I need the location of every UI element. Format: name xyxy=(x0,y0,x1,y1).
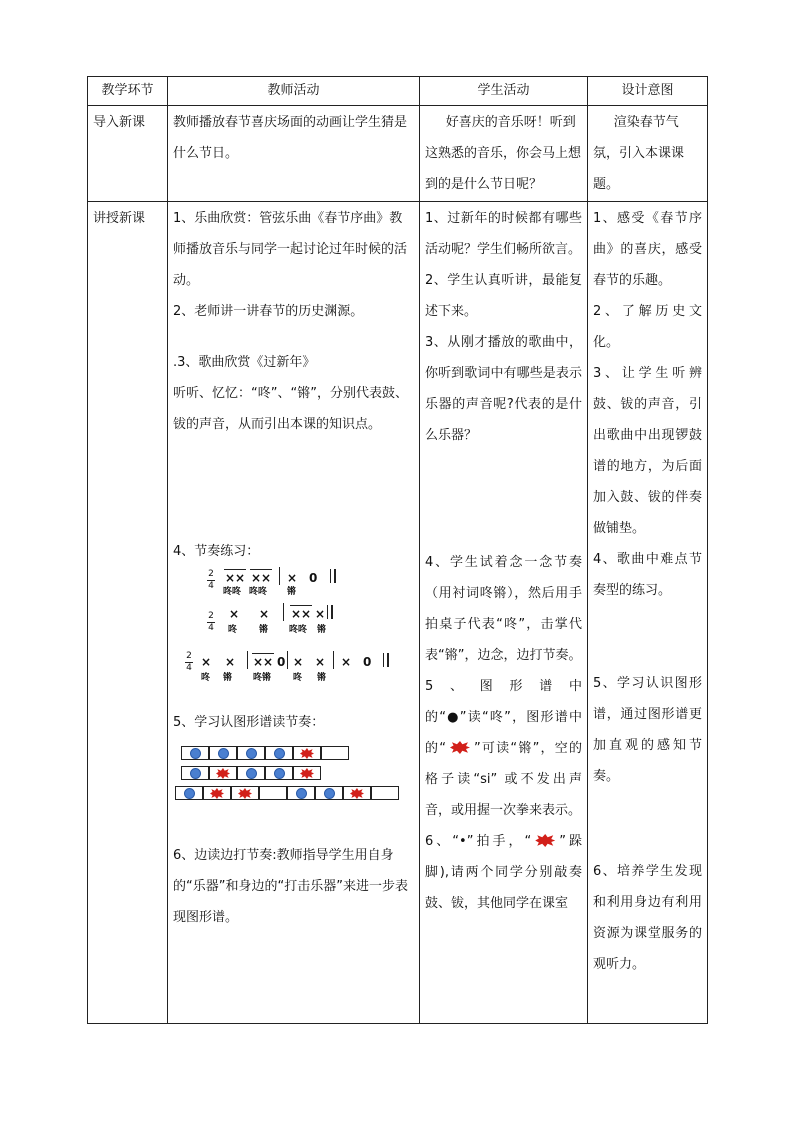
drum-dot-icon xyxy=(246,748,257,759)
stage-cell: 导入新课 xyxy=(88,106,168,202)
student-step-6-b: ”跺脚),请两个同学分别敲奏鼓、钹，其他同学在课室 xyxy=(425,834,582,911)
beam xyxy=(252,653,274,654)
note-x: × xyxy=(225,655,236,669)
student-text: 好喜庆的音乐呀！听到这熟悉的音乐，你会马上想到的是什么节日呢？ xyxy=(425,115,582,192)
graphic-score-cell xyxy=(231,786,259,800)
header-teacher: 教师活动 xyxy=(168,77,420,106)
spacer xyxy=(173,440,414,536)
graphic-score-cell xyxy=(237,746,265,760)
drum-dot-icon xyxy=(274,748,285,759)
note-x: × xyxy=(259,607,270,621)
drum-dot-icon xyxy=(246,768,257,779)
header-intent: 设计意图 xyxy=(588,77,708,106)
syllable: 锵 xyxy=(259,625,269,635)
graphic-score-cell xyxy=(181,746,209,760)
drum-dot-icon xyxy=(184,788,195,799)
teacher-step-1: 1、乐曲欣赏：管弦乐曲《春节序曲》教师播放音乐与同学一起讨论过年时候的活动。 xyxy=(173,211,408,288)
teacher-step-4: 4、节奏练习： xyxy=(173,544,260,559)
header-student: 学生活动 xyxy=(420,77,588,106)
graphic-score-cell xyxy=(371,786,399,800)
rhythm-notation xyxy=(173,567,414,707)
beam xyxy=(250,569,272,570)
stage-cell: 讲授新课 xyxy=(88,202,168,1024)
cymbal-star-icon xyxy=(350,788,364,799)
cymbal-star-icon xyxy=(210,788,224,799)
student-step-5 xyxy=(425,671,582,826)
note-x: × xyxy=(253,655,264,669)
cymbal-star-icon xyxy=(300,748,314,759)
graphic-score-cell xyxy=(175,786,203,800)
syllable: 咚 xyxy=(201,673,211,683)
teacher-text: 教师播放春节喜庆场面的动画让学生猜是什么节日。 xyxy=(173,115,408,161)
syllable: 咚锵 xyxy=(253,673,272,683)
header-stage: 教学环节 xyxy=(88,77,168,106)
intent-cell xyxy=(588,106,708,202)
student-cell xyxy=(420,106,588,202)
syllable: 锵 xyxy=(317,625,327,635)
bar-line xyxy=(247,651,248,669)
note-x: × xyxy=(291,607,302,621)
intent-3: 3、让学生听辨鼓、钹的声音，引出歌曲中出现锣鼓谱的地方，为后面加入鼓、钹的伴奏做铺垫。 xyxy=(593,366,702,536)
graphic-score-cell xyxy=(209,766,237,780)
graphic-score xyxy=(173,738,414,818)
time-signature: $\frac{2}{4}$ xyxy=(186,651,192,673)
end-bar xyxy=(330,569,336,583)
cymbal-star-icon xyxy=(535,834,555,847)
table-row xyxy=(88,106,708,202)
syllable: 锵 xyxy=(317,673,327,683)
intent-4: 4、歌曲中难点节奏型的练习。 xyxy=(593,552,702,598)
intent-1: 1、感受《春节序曲》的喜庆，感受春节的乐趣。 xyxy=(593,211,702,288)
syllable: 锵 xyxy=(223,673,233,683)
bar-line xyxy=(287,651,288,669)
note-x: × xyxy=(225,571,236,585)
student-step-4: 4、学生试着念一念节奏（用衬词咚锵），然后用手拍桌子代表“咚”，击掌代表“锵”，边念，边打节奏。 xyxy=(425,555,582,663)
student-step-2: 2、学生认真听讲，最能复述下来。 xyxy=(425,273,582,319)
syllable: 咚 xyxy=(293,673,303,683)
graphic-score-cell xyxy=(293,746,321,760)
note-x: × xyxy=(263,655,274,669)
spacer xyxy=(173,818,414,840)
graphic-score-cell xyxy=(265,746,293,760)
rest: 0 xyxy=(309,571,318,585)
table-header-row xyxy=(88,77,708,106)
bar-line xyxy=(279,567,280,585)
note-x: × xyxy=(293,655,304,669)
graphic-score-cell xyxy=(203,786,231,800)
graphic-score-cell xyxy=(287,786,315,800)
teacher-step-5: 5、学习认图形谱读节奏： xyxy=(173,715,325,730)
table-row xyxy=(88,202,708,1024)
rest: 0 xyxy=(363,655,372,669)
cymbal-star-icon xyxy=(238,788,252,799)
graphic-score-cell xyxy=(343,786,371,800)
note-x: × xyxy=(315,655,326,669)
drum-dot-icon xyxy=(190,768,201,779)
teacher-step-2: 2、老师讲一讲春节的历史渊源。 xyxy=(173,304,364,319)
beam xyxy=(224,569,246,570)
note-x: × xyxy=(201,655,212,669)
intent-text: 渲染春节气氛，引入本课课题。 xyxy=(593,115,685,192)
teacher-step-6: 6、边读边打节奏:教师指导学生用自身的“乐器”和身边的“打击乐器”来进一步表现图形谱。 xyxy=(173,848,408,925)
drum-dot-icon xyxy=(274,768,285,779)
drum-dot-icon xyxy=(296,788,307,799)
end-bar xyxy=(327,605,333,619)
syllable: 咚咚 xyxy=(289,625,308,635)
time-signature: $\frac{2}{4}$ xyxy=(208,569,214,591)
spacer xyxy=(593,606,702,668)
intent-cell xyxy=(588,202,708,1024)
intent-2: 2、了解历史文化。 xyxy=(593,304,702,350)
rest: 0 xyxy=(277,655,286,669)
graphic-score-cell xyxy=(321,746,349,760)
note-x: × xyxy=(251,571,262,585)
note-x: × xyxy=(287,571,298,585)
graphic-score-cell xyxy=(265,766,293,780)
note-x: × xyxy=(229,607,240,621)
teacher-step-3-detail: 听听、忆忆：“咚”、“锵”，分别代表鼓、钹的声音，从而引出本课的知识点。 xyxy=(173,386,408,432)
drum-dot-icon xyxy=(190,748,201,759)
cymbal-star-icon xyxy=(300,768,314,779)
note-x: × xyxy=(341,655,352,669)
bar-line xyxy=(283,603,284,621)
student-step-6 xyxy=(425,826,582,919)
graphic-score-cell xyxy=(237,766,265,780)
syllable: 咚 xyxy=(228,625,238,635)
note-x: × xyxy=(235,571,246,585)
drum-dot-icon xyxy=(324,788,335,799)
graphic-score-cell xyxy=(209,746,237,760)
student-step-3: 3、从刚才播放的歌曲中，你听到歌词中有哪些是表示乐器的声音呢?代表的是什么乐器？ xyxy=(425,335,582,443)
cymbal-star-icon xyxy=(216,768,230,779)
graphic-score-cell xyxy=(315,786,343,800)
bar-line xyxy=(333,651,334,669)
beam xyxy=(290,605,312,606)
time-signature: $\frac{2}{4}$ xyxy=(208,611,214,633)
student-step-5-b: ”可读“锵”，空的格子读“si” 或不发出声音，或用握一次拳来表示。 xyxy=(425,741,582,818)
graphic-score-cell xyxy=(293,766,321,780)
graphic-score-cell xyxy=(181,766,209,780)
drum-dot-icon xyxy=(218,748,229,759)
end-bar xyxy=(383,653,389,667)
cymbal-star-icon xyxy=(450,741,470,754)
syllable: 咚咚 xyxy=(249,587,268,597)
student-step-5-a: 5、图形谱中的“●”读“咚”，图形谱中的“ xyxy=(425,679,582,756)
student-step-6-a: 6、“•”拍手，“ xyxy=(425,834,532,849)
lesson-plan-table xyxy=(87,76,708,1024)
note-x: × xyxy=(261,571,272,585)
student-step-1: 1、过新年的时候都有哪些活动呢？学生们畅所欲言。 xyxy=(425,211,582,257)
teacher-cell xyxy=(168,106,420,202)
syllable: 锵 xyxy=(287,587,297,597)
note-x: × xyxy=(301,607,312,621)
note-x: × xyxy=(315,607,326,621)
teacher-cell xyxy=(168,202,420,1024)
graphic-score-cell xyxy=(259,786,287,800)
intent-6: 6、培养学生发现和利用身边有利用资源为课堂服务的观听力。 xyxy=(593,864,702,972)
student-cell xyxy=(420,202,588,1024)
syllable: 咚咚 xyxy=(223,587,242,597)
spacer xyxy=(173,327,414,347)
intent-5: 5、学习认识图形谱，通过图形谱更加直观的感知节奏。 xyxy=(593,676,702,784)
spacer xyxy=(593,792,702,856)
spacer xyxy=(425,451,582,547)
teacher-step-3: .3、歌曲欣赏《过新年》 xyxy=(173,355,316,370)
